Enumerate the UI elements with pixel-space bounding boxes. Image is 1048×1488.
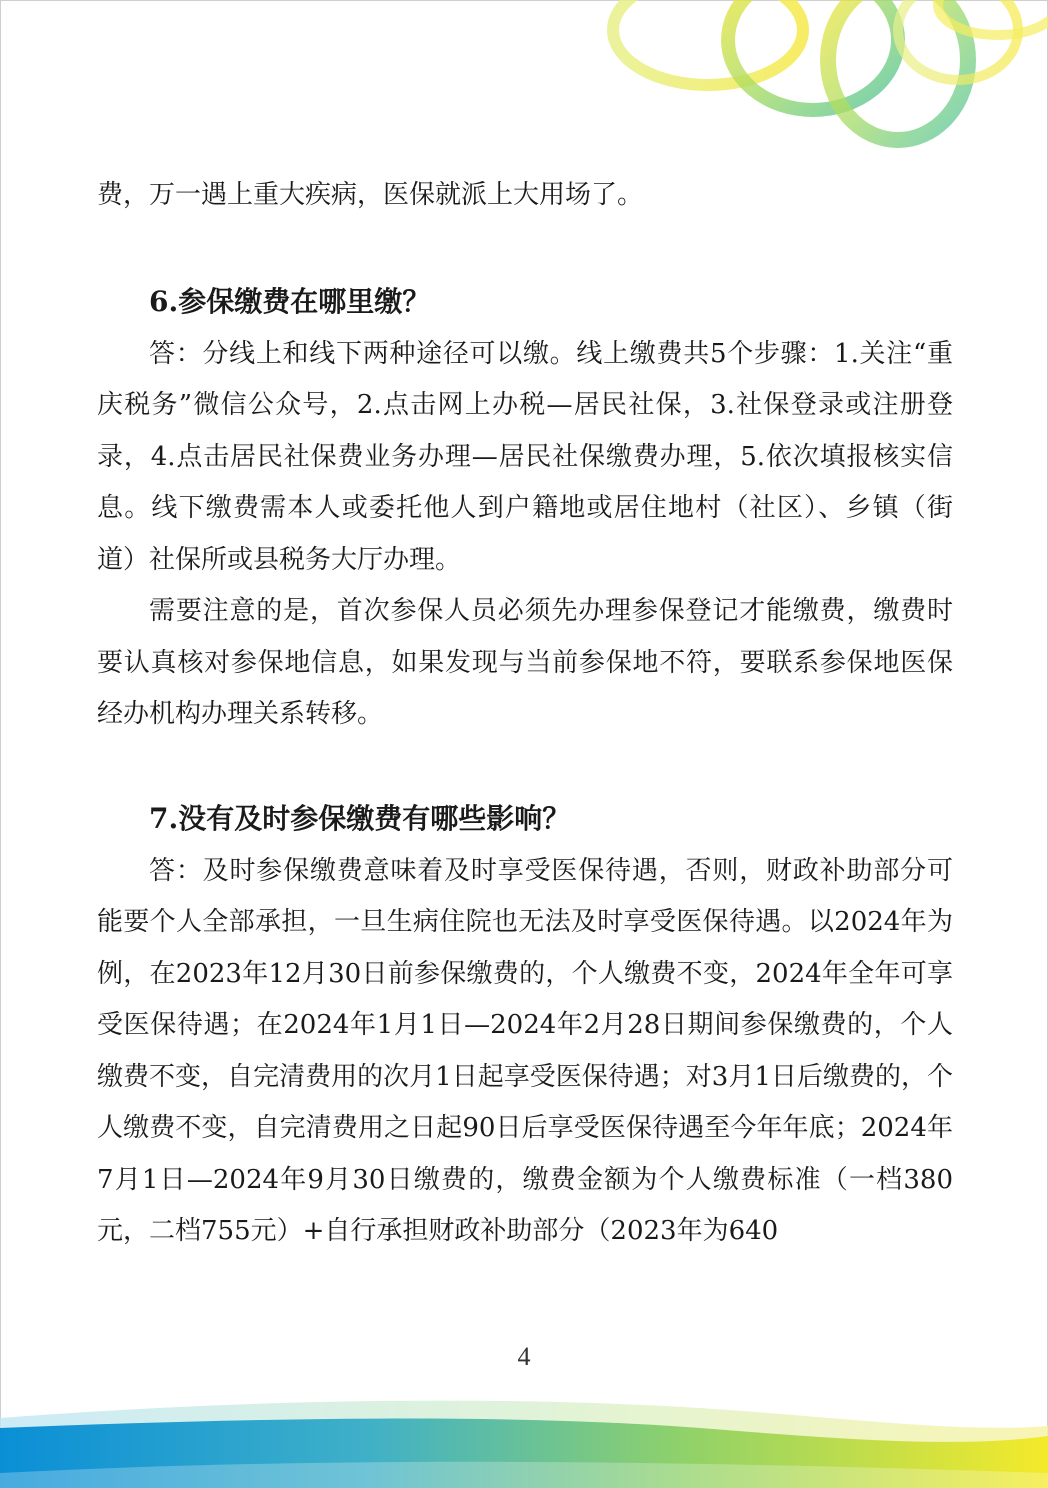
decorative-rings — [598, 0, 1048, 170]
question-6-answer: 答：分线上和线下两种途径可以缴。线上缴费共5个步骤：1.关注“重庆税务”微信公众号，2.点击网上办税—居民社保，3.社保登录或注册登录，4.点击居民社保费业务办理—居民社保缴费办理，5.依次填报核实信息。线下缴费需本人或委托他人到户籍地或居住地村（社区）、乡镇（街道）社保所或县税务大厅办理。 — [97, 338, 953, 575]
question-7-answer: 答：及时参保缴费意味着及时享受医保待遇，否则，财政补助部分可能要个人全部承担，一旦生病住院也无法及时享受医保待遇。以2024年为例，在2023年12月30日前参保缴费的，个人缴费不变，2024年全年可享受医保待遇；在2024年1月1日—2024年2月28日期间参保缴费的，个人缴费不变，自完清费用的次月1日起享受医保待遇；对3月1日后缴费的，个人缴费不变，自完清费用之日起90日后享受医保待遇至今年年底；2024年7月1日—2024年9月30日缴费的，缴费金额为个人缴费标准（一档380元，二档755元）+自行承担财政补助部分（2023年为640 — [97, 855, 953, 1246]
decorative-wave — [0, 1378, 1048, 1488]
question-6-heading: 6.参保缴费在哪里缴？ — [149, 284, 431, 318]
intro-tail-paragraph: 费，万一遇上重大疾病，医保就派上大用场了。 — [97, 180, 644, 210]
page-number: 4 — [517, 1342, 531, 1371]
question-7-heading: 7.没有及时参保缴费有哪些影响？ — [149, 801, 571, 835]
document-body — [97, 170, 953, 1258]
question-6-note: 需要注意的是，首次参保人员必须先办理参保登记才能缴费，缴费时要认真核对参保地信息，如果发现与当前参保地不符，要联系参保地医保经办机构办理关系转移。 — [97, 596, 953, 729]
